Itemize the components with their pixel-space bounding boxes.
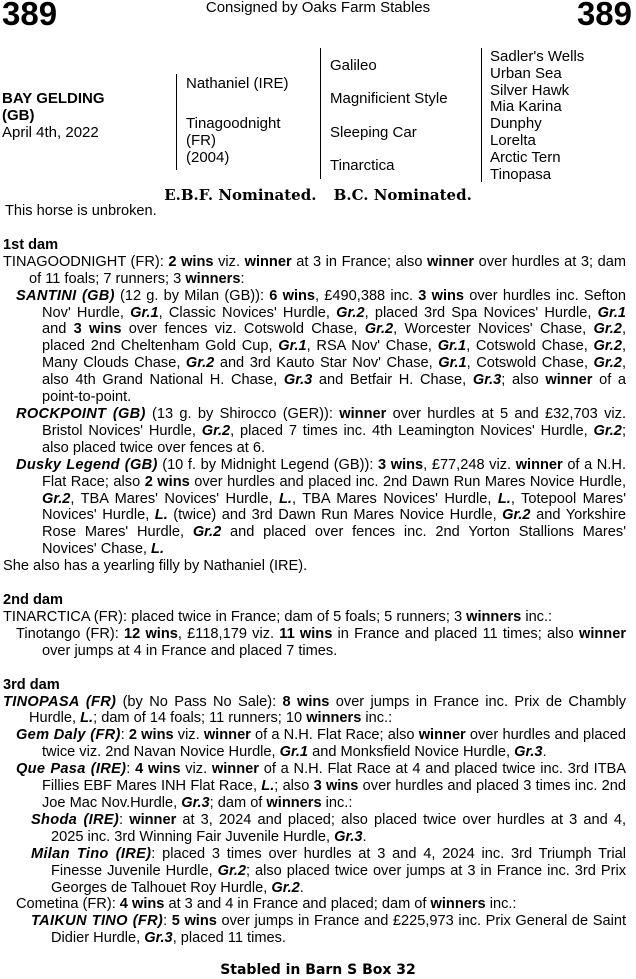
progeny-name: Tinotango (FR) bbox=[16, 625, 115, 642]
third-dam-entry: TINOPASA (FR) (by No Pass No Sale): 8 wins over jumps in France inc. Prix de Chambly Hurdle, L.; dam of 14 foals; 11 runners; 10 winners inc.: bbox=[3, 693, 627, 727]
pedigree-sire-dam: Magnificient Style bbox=[330, 90, 448, 107]
pedigree-gen3-4: Mia Karina bbox=[490, 98, 562, 116]
pedigree-gen3-1: Sadler's Wells bbox=[490, 48, 585, 65]
pedigree-line-1 bbox=[176, 74, 177, 170]
horse-country: (GB) bbox=[2, 107, 35, 124]
pedigree-dam-name: Tinagoodnight bbox=[186, 115, 281, 132]
nominations bbox=[0, 186, 636, 204]
progeny-name: ROCKPOINT (GB) bbox=[16, 405, 146, 422]
pedigree-gen3-6: Lorelta bbox=[490, 131, 536, 149]
progeny-name: Dusky Legend (GB) bbox=[16, 456, 158, 473]
progeny-name: TAIKUN TINO (FR) bbox=[31, 913, 164, 930]
progeny-name: SANTINI (GB) bbox=[16, 287, 115, 304]
pedigree-sire-sire: Galileo bbox=[330, 57, 377, 74]
catalogue-body bbox=[3, 203, 626, 947]
pedigree-line-3 bbox=[481, 48, 482, 182]
horse-description bbox=[2, 90, 105, 141]
second-dam-progeny-1: Tinotango (FR): 12 wins, £118,179 viz. 11 wins in France and placed 11 times; also winner over jumps at 4 in France and placed 7 times. bbox=[16, 625, 626, 659]
second-dam-entry: TINARCTICA (FR): placed twice in France; dam of 5 foals; 5 runners; 3 winners inc.: bbox=[3, 608, 553, 625]
third-dam-progeny-6: TAIKUN TINO (FR): 5 wins over jumps in France and £225,973 inc. Prix General de Saint Didier Hurdle, Gr.3, placed 11 times. bbox=[31, 913, 627, 947]
first-dam-entry: TINAGOODNIGHT (FR): 2 wins viz. winner at 3 in France; also winner over hurdles at 3; dam of 11 foals; 7 runners; 3 winners: bbox=[3, 253, 626, 287]
progeny-name: Milan Tino (IRE) bbox=[31, 845, 152, 862]
first-dam-footnote: She also has a yearling filly by Nathaniel (IRE). bbox=[3, 558, 308, 575]
first-dam-progeny-3: Dusky Legend (GB) (10 f. by Midnight Legend (GB)): 3 wins, £77,248 viz. winner of a N.H. Flat Race; also 2 wins over hurdles and placed inc. 2nd Dawn Run Mares Novice Hurdle, Gr.2, TBA Mares' Novices' Hurdle, L., TBA Mares Novices' Hurdle, L., Totepool Mares' Novices' Hurdle, L. (twice) and 3rd Dawn Run Mares Novice Hurdle, Gr.2 and Yorkshire Rose Mares' Hurdle, Gr.2 and placed over fences inc. 2nd Yorton Stallions Mares' Novices' Chase, L. bbox=[16, 456, 627, 558]
third-dam-name: TINOPASA (FR) bbox=[3, 693, 117, 710]
lot-number-right: 389 bbox=[576, 0, 632, 32]
pedigree-dam bbox=[186, 115, 281, 166]
progeny-name: Cometina (FR) bbox=[16, 896, 112, 913]
progeny-name: Que Pasa (IRE) bbox=[16, 761, 127, 778]
third-dam-progeny-1: Gem Daly (FR): 2 wins viz. winner of a N.H. Flat Race; also winner over hurdles and placed twice viz. 2nd Navan Novice Hurdle, Gr.1 and Monksfield Novice Hurdle, Gr.3. bbox=[16, 727, 626, 761]
ebf-nomination: E.B.F. Nominated. bbox=[164, 186, 317, 204]
third-dam-progeny-3: Shoda (IRE): winner at 3, 2024 and placed; also placed twice over hurdles at 3 and 4, 2025 inc. 3rd Winning Fair Juvenile Hurdle, Gr.3. bbox=[31, 811, 627, 845]
first-dam-progeny-1: SANTINI (GB) (12 g. by Milan (GB)): 6 wins, £490,388 inc. 3 wins over hurdles inc. Sefton Nov' Hurdle, Gr.1, Classic Novices' Hurdle, Gr.2, placed 3rd Spa Novices' Hurdle, Gr.1 and 3 wins over fences viz. Cotswold Chase, Gr.2, Worcester Novices' Chase, Gr.2, placed 2nd Cheltenham Gold Cup, Gr.1, RSA Nov' Chase, Gr.1, Cotswold Chase, Gr.2, Many Clouds Chase, Gr.2 and 3rd Kauto Star Nov' Chase, Gr.1, Cotswold Chase, Gr.2, also 4th Grand National H. Chase, Gr.3 and Betfair H. Chase, Gr.3; also winner of a point-to-point. bbox=[16, 287, 627, 406]
pedigree-gen3-8: Tinopasa bbox=[490, 165, 552, 183]
pedigree-dam-sire: Sleeping Car bbox=[330, 124, 417, 141]
lot-number-left: 389 bbox=[2, 0, 58, 32]
stable-location: Stabled in Barn S Box 32 bbox=[220, 962, 416, 978]
bc-nomination: B.C. Nominated. bbox=[333, 186, 472, 204]
third-dam-heading: 3rd dam bbox=[3, 676, 60, 693]
pedigree-dam-year: (2004) bbox=[186, 149, 230, 166]
first-dam-progeny-2: ROCKPOINT (GB) (13 g. by Shirocco (GER)): winner over hurdles at 5 and £32,703 viz. Bristol Novices' Hurdle, Gr.2, placed 7 times inc. 4th Leamington Novices' Hurdle, Gr.2; also placed twice over fences at 6. bbox=[16, 405, 626, 456]
third-dam-progeny-4: Milan Tino (IRE): placed 3 times over hurdles at 3 and 4, 2024 inc. 3rd Triumph Trial Finesse Juvenile Hurdle, Gr.2; also placed twice over jumps at 3 in France inc. 3rd Prix Georges de Talhouet Roy Hurdle, Gr.2. bbox=[31, 845, 626, 896]
pedigree-gen3-3: Silver Hawk bbox=[490, 81, 570, 99]
third-dam-progeny-2: Que Pasa (IRE): 4 wins viz. winner of a N.H. Flat Race at 4 and placed twice inc. 3rd ITBA Fillies EBF Mares INH Flat Race, L.; also 3 wins over hurdles and placed 3 times inc. 2nd Joe Mac Nov.Hurdle, Gr.3; dam of winners inc.: bbox=[16, 761, 627, 811]
progeny-name: Shoda (IRE) bbox=[31, 811, 120, 828]
pedigree-sire: Nathaniel (IRE) bbox=[186, 75, 289, 92]
horse-foaled: April 4th, 2022 bbox=[2, 124, 99, 141]
pedigree-line-2 bbox=[320, 48, 321, 179]
consignor: Consigned by Oaks Farm Stables bbox=[205, 0, 431, 16]
pedigree-gen3-5: Dunphy bbox=[490, 115, 542, 133]
progeny-name: Gem Daly (FR) bbox=[16, 727, 121, 744]
horse-sex-colour: BAY GELDING bbox=[2, 90, 105, 107]
second-dam-heading: 2nd dam bbox=[3, 592, 64, 609]
pedigree-dam-dam: Tinarctica bbox=[330, 157, 395, 174]
first-dam-heading: 1st dam bbox=[3, 236, 59, 253]
third-dam-progeny-5: Cometina (FR): 4 wins at 3 and 4 in France and placed; dam of winners inc.: bbox=[16, 896, 517, 913]
unbroken-note: This horse is unbroken. bbox=[5, 203, 157, 219]
pedigree-gen3-2: Urban Sea bbox=[490, 64, 562, 82]
pedigree-gen3 bbox=[490, 49, 584, 183]
pedigree-gen3-7: Arctic Tern bbox=[490, 148, 561, 166]
pedigree-dam-country: (FR) bbox=[186, 132, 216, 149]
